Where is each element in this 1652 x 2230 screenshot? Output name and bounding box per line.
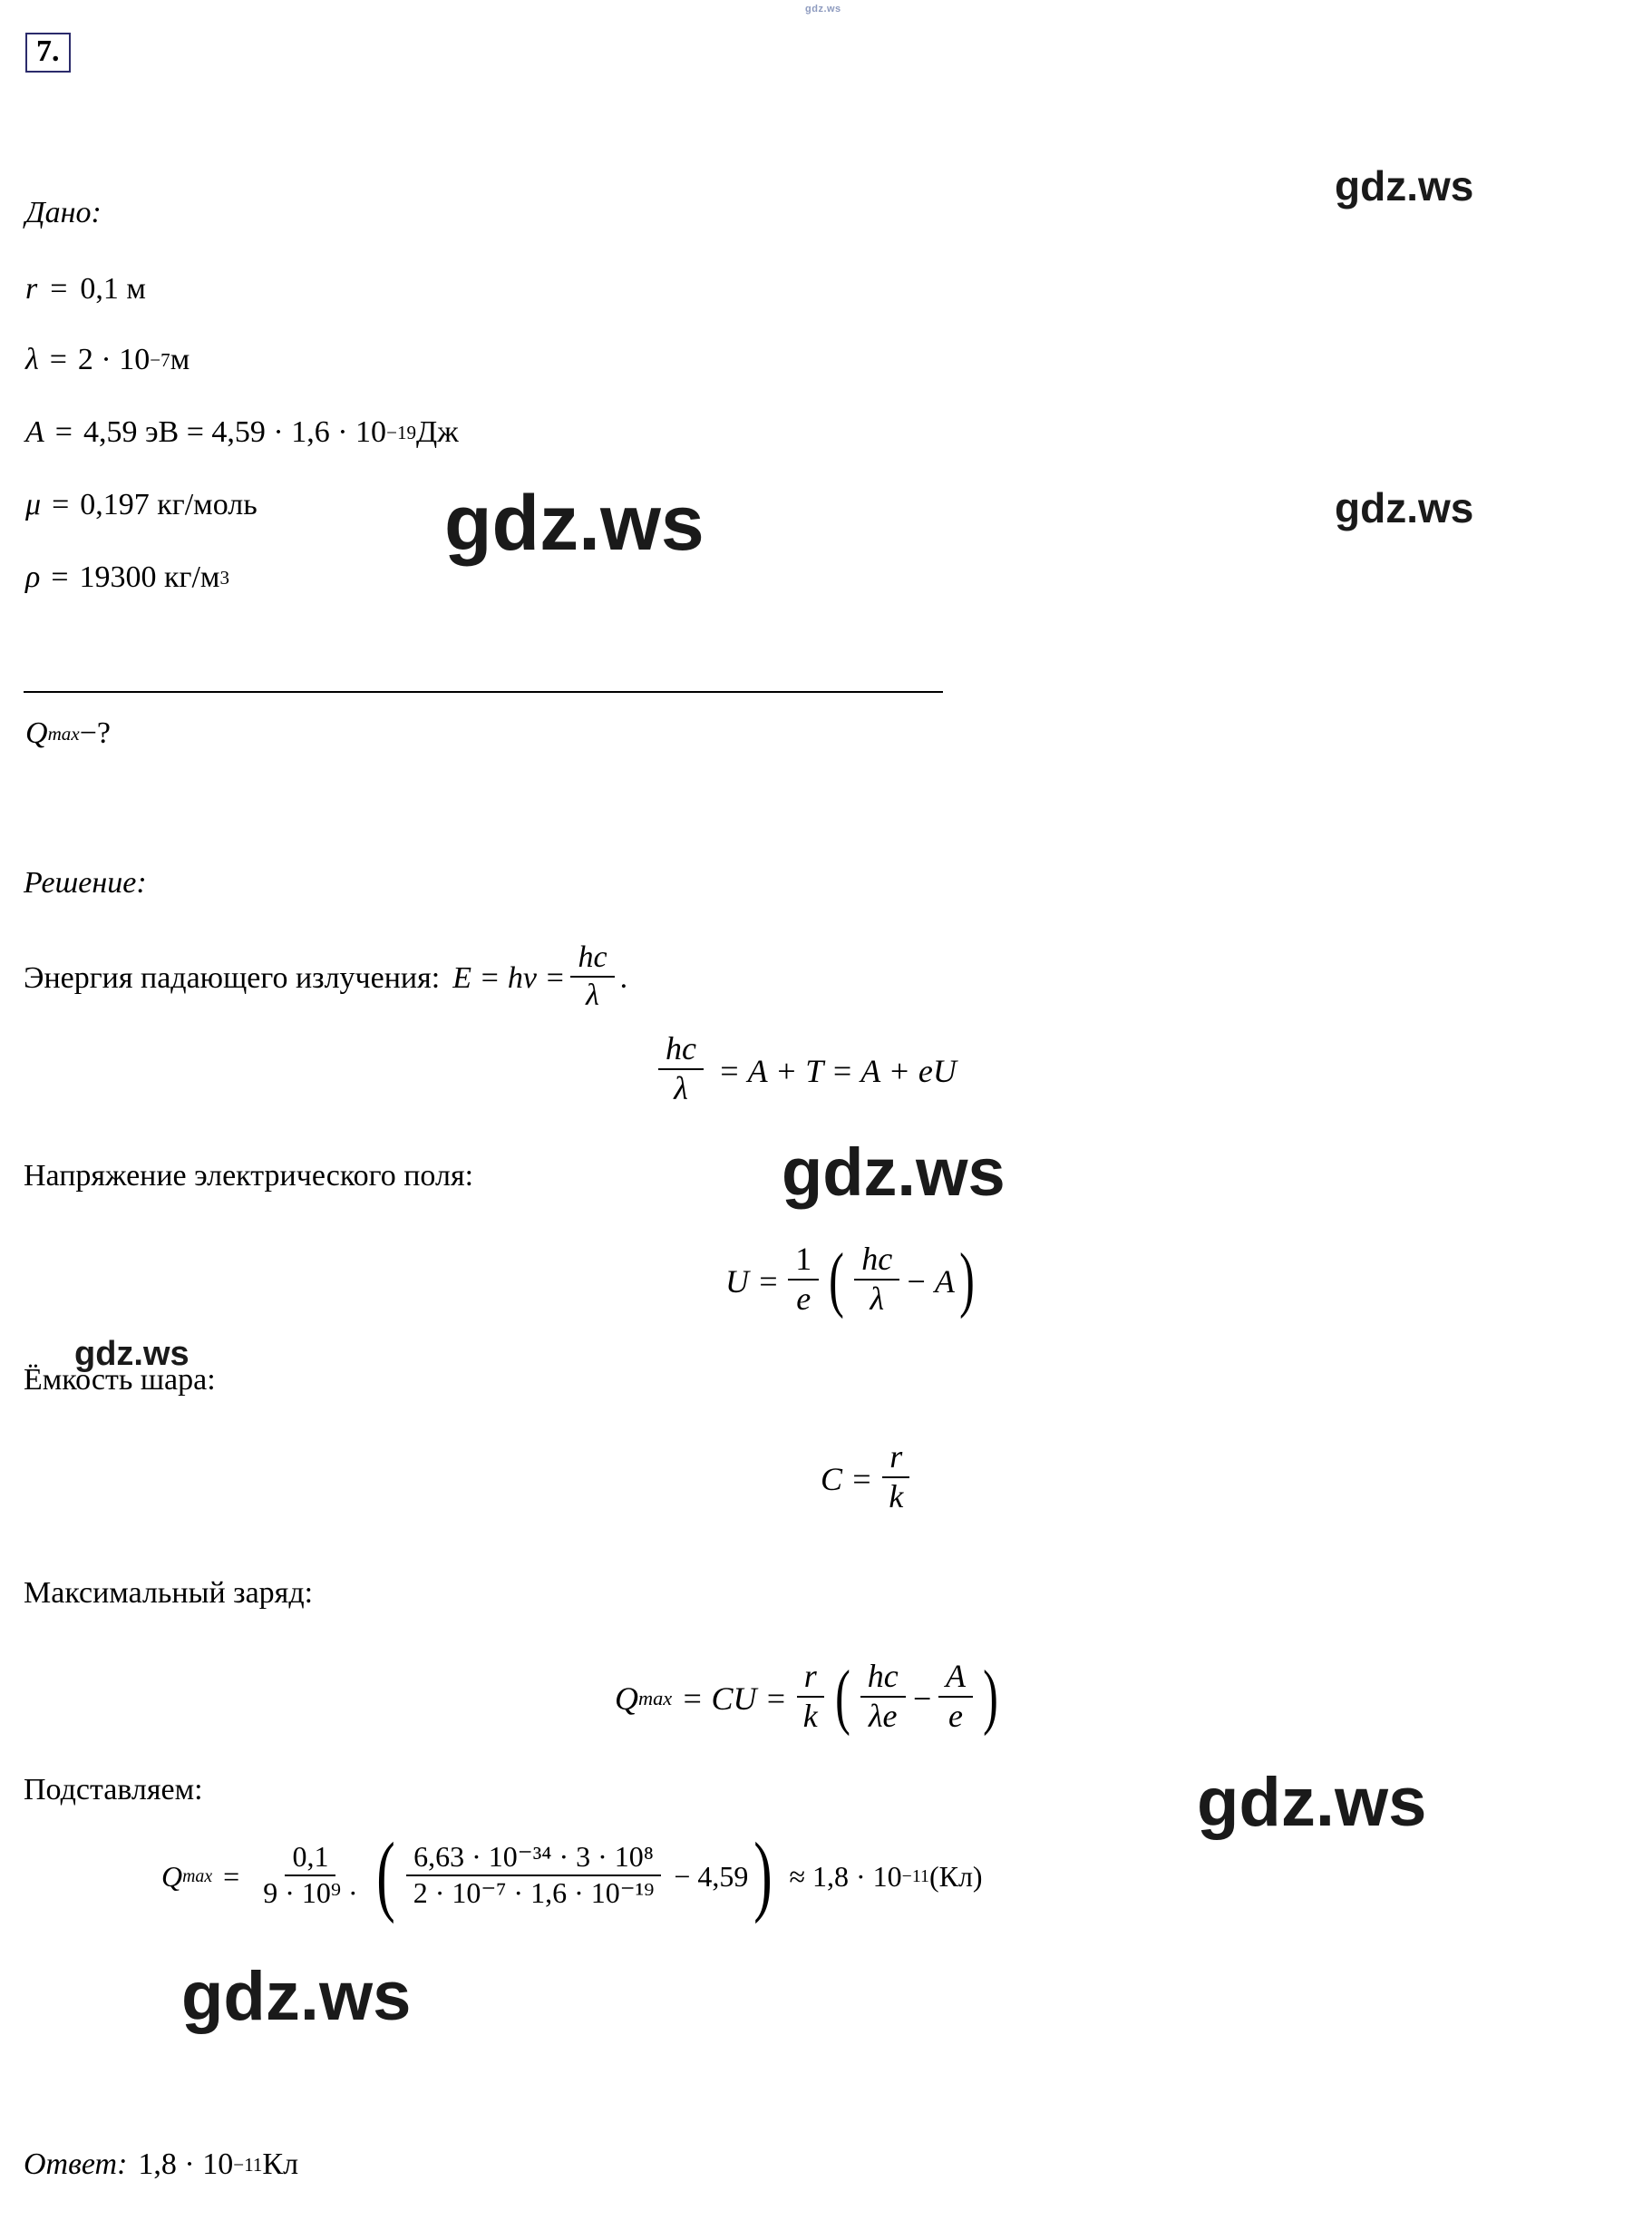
paren-close-charge: ) — [983, 1655, 998, 1738]
photoeffect-fraction — [658, 1032, 704, 1106]
sub-result-exp: −11 — [901, 1866, 929, 1887]
answer-label: Ответ: — [24, 2147, 128, 2181]
voltage-line: Напряжение электрического поля: — [24, 1159, 474, 1193]
photoeffect-rest: = A + T = A + eU — [717, 1052, 957, 1089]
given-line-rho — [25, 560, 229, 595]
sub-result-unit: (Кл) — [928, 1860, 983, 1894]
given-value-lambda: 2 · 10 — [77, 343, 151, 376]
given-eq-r: = — [50, 272, 68, 306]
charge-f1-den: k — [802, 1697, 818, 1734]
given-value-mu: 0,197 кг/моль — [80, 488, 258, 521]
paren-open-voltage: ( — [829, 1238, 845, 1320]
substitute-line: Подставляем: — [24, 1773, 203, 1806]
voltage-f1-num: 1 — [788, 1242, 819, 1281]
answer-line — [24, 2147, 298, 2182]
given-eq-lambda: = — [49, 343, 67, 376]
charge-f1-num: r — [797, 1660, 824, 1698]
given-value-a: 4,59 эВ = 4,59 · 1,6 · 10 — [83, 415, 387, 449]
sub-lhs: Q — [161, 1860, 183, 1894]
given-unit-lambda: м — [170, 343, 190, 376]
charge-minus: − — [910, 1680, 934, 1717]
paren-open-substitute: ( — [375, 1826, 395, 1924]
sub-fraction-1 — [256, 1842, 364, 1908]
energy-frac-num: hc — [570, 941, 614, 978]
paren-open-charge: ( — [834, 1655, 850, 1738]
capacity-lhs: C = — [821, 1460, 873, 1497]
charge-lhs: Q — [615, 1680, 638, 1717]
capacity-frac-num: r — [882, 1440, 909, 1478]
charge-f2-den: λe — [868, 1697, 898, 1734]
given-divider — [24, 691, 943, 693]
sub-minus: − 4,59 — [674, 1860, 749, 1894]
paren-close-voltage: ) — [959, 1238, 975, 1320]
substitute-formula — [161, 1826, 983, 1924]
charge-eq: = CU = — [681, 1680, 787, 1717]
energy-formula-tail: . — [619, 960, 628, 995]
charge-f3-num: A — [938, 1660, 973, 1698]
charge-f3-den: e — [948, 1697, 964, 1734]
photoeffect-frac-num: hc — [658, 1032, 704, 1070]
answer-unit: Кл — [262, 2147, 299, 2181]
energy-formula-lhs: E = hν = — [452, 960, 566, 995]
charge-fraction-3 — [938, 1660, 973, 1734]
capacity-frac-den: k — [889, 1477, 904, 1514]
watermark-given-overlap: gdz.ws — [444, 480, 705, 567]
sub-fraction-2 — [406, 1842, 662, 1908]
given-line-a — [25, 415, 459, 450]
watermark-mid-right: gdz.ws — [1335, 484, 1474, 531]
energy-text: Энергия падающего излучения: — [24, 960, 441, 995]
voltage-minus-a: − A — [905, 1262, 955, 1300]
answer-value: 1,8 · 10 — [138, 2147, 234, 2181]
watermark-bottom-left: gdz.ws — [181, 1958, 412, 2035]
given-var-mu: μ — [25, 488, 42, 521]
answer-exp: −11 — [233, 2153, 263, 2176]
watermark-tiny-top: gdz.ws — [805, 4, 841, 15]
capacity-line: Ёмкость шара: — [24, 1363, 216, 1397]
given-exp-a: −19 — [386, 421, 417, 443]
watermark-top-right: gdz.ws — [1335, 162, 1474, 209]
given-eq-mu: = — [52, 488, 70, 521]
given-exp-rho: 3 — [219, 566, 229, 589]
photoeffect-equation — [653, 1030, 957, 1108]
voltage-fraction-1 — [788, 1242, 819, 1317]
task-number: 7. — [25, 33, 71, 73]
given-label: Дано: — [25, 196, 102, 229]
find-sub: max — [47, 722, 80, 745]
photoeffect-frac-den: λ — [674, 1069, 688, 1106]
sub-f1-num: 0,1 — [285, 1842, 335, 1876]
given-var-lambda: λ — [25, 343, 39, 376]
watermark-solution-overlap: gdz.ws — [782, 1134, 1006, 1210]
given-var-a: A — [25, 415, 44, 449]
given-line-lambda — [25, 343, 189, 377]
given-line-r — [25, 272, 146, 307]
voltage-f1-den: e — [796, 1280, 811, 1317]
given-value-r: 0,1 м — [80, 272, 146, 306]
energy-line — [24, 940, 628, 1013]
voltage-lhs: U = — [725, 1262, 780, 1300]
sub-result: ≈ 1,8 · 10 — [789, 1860, 902, 1894]
voltage-f2-den: λ — [870, 1280, 885, 1317]
find-var: Q — [25, 716, 48, 750]
voltage-fraction-2 — [854, 1242, 899, 1317]
sub-f2-den: 2 · 10⁻⁷ · 1,6 · 10⁻¹⁹ — [413, 1875, 655, 1909]
given-var-rho: ρ — [25, 560, 41, 594]
given-eq-a: = — [54, 415, 73, 449]
given-exp-lambda: −7 — [150, 348, 170, 371]
charge-fraction-2 — [860, 1660, 906, 1734]
given-unit-a: Дж — [416, 415, 459, 449]
paren-close-substitute: ) — [753, 1826, 773, 1924]
sub-eq: = — [223, 1860, 240, 1894]
energy-frac-den: λ — [586, 978, 599, 1012]
given-find — [25, 716, 111, 751]
charge-fraction-1 — [796, 1660, 825, 1734]
given-line-mu — [25, 488, 258, 522]
capacity-formula — [821, 1438, 916, 1516]
voltage-f2-num: hc — [854, 1242, 899, 1281]
energy-fraction — [570, 941, 614, 1011]
find-tail: −? — [79, 716, 111, 750]
sub-sub: max — [182, 1866, 213, 1887]
watermark-bottom-right: gdz.ws — [1197, 1764, 1427, 1841]
charge-line: Максимальный заряд: — [24, 1576, 314, 1610]
charge-f2-num: hc — [860, 1660, 906, 1698]
solution-label: Решение: — [24, 866, 147, 900]
charge-sub: max — [638, 1686, 673, 1709]
given-var-r: r — [25, 272, 38, 306]
given-value-rho: 19300 кг/м — [79, 560, 220, 594]
sub-f1-den: 9 · 10⁹ · — [263, 1875, 358, 1909]
watermark-left-small: gdz.ws — [74, 1335, 189, 1373]
capacity-fraction — [881, 1440, 910, 1514]
charge-formula — [615, 1655, 1003, 1738]
sub-f2-num: 6,63 · 10⁻³⁴ · 3 · 10⁸ — [406, 1842, 661, 1876]
given-eq-rho: = — [51, 560, 69, 594]
voltage-formula — [725, 1238, 979, 1320]
